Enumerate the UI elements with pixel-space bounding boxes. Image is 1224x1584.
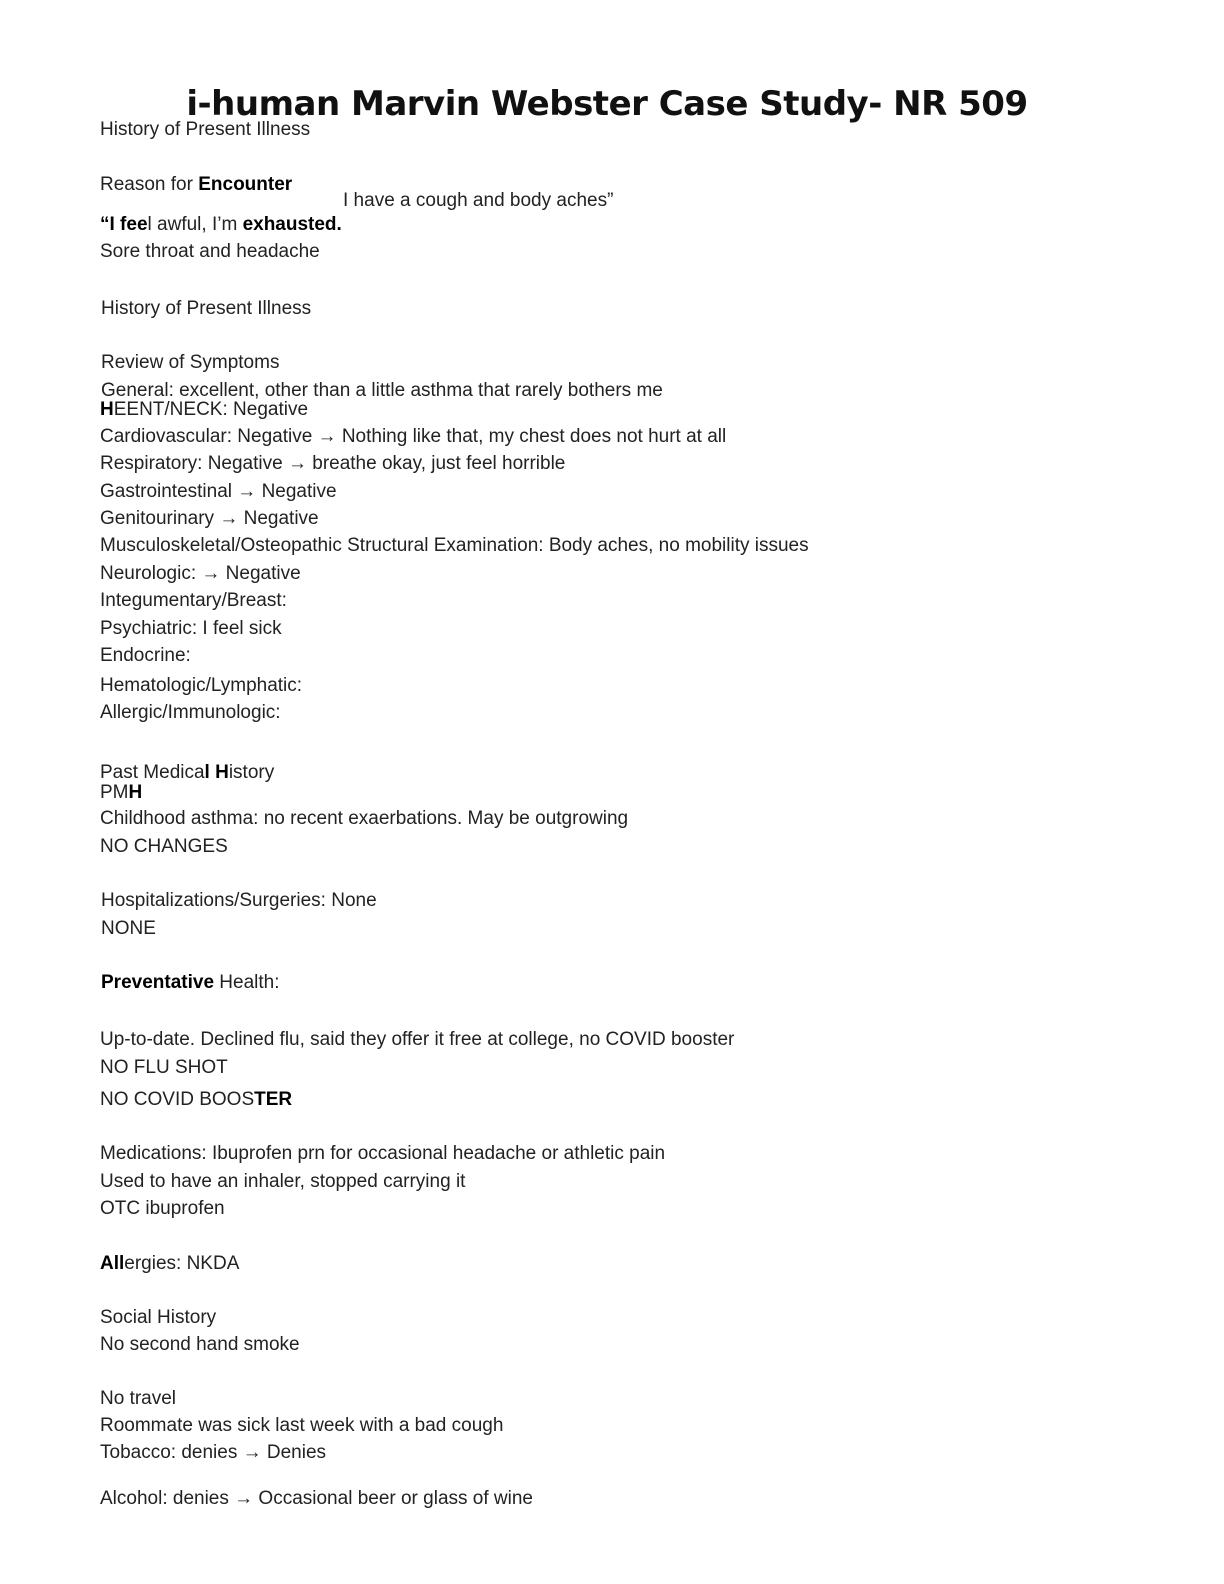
hospitalizations: Hospitalizations/Surgeries: None <box>101 890 377 911</box>
reason-quote <box>100 214 342 236</box>
chief-complaint: Sore throat and headache <box>100 241 320 262</box>
ros-heading: Review of Symptoms <box>101 352 280 373</box>
pmh-no-changes: NO CHANGES <box>100 836 228 857</box>
pmh-abbr-plain: PM <box>100 782 129 803</box>
hospitalizations-note: NONE <box>101 918 156 939</box>
social-heading: Social History <box>100 1307 217 1328</box>
ros-genitourinary: Genitourinary → Negative <box>100 508 319 529</box>
reason-label-prefix: Reason for <box>100 174 199 195</box>
no-covid-booster <box>100 1089 292 1111</box>
ros-psychiatric: Psychiatric: I feel sick <box>100 618 282 639</box>
allergies-rest: ergies: NKDA <box>124 1253 240 1274</box>
reason-label-bold: Encounter <box>198 174 293 195</box>
ros-general: General: excellent, other than a little asthma that rarely bothers me <box>101 380 663 401</box>
preventative-bold: Preventative <box>101 972 215 993</box>
ros-neurologic: Neurologic: → Negative <box>100 563 301 584</box>
pmh-heading-part-1: Past Medica <box>100 762 205 783</box>
pmh-heading-part-2: istory <box>228 762 275 783</box>
social-travel: No travel <box>100 1388 177 1409</box>
no-covid-bold: TER <box>254 1089 293 1110</box>
allergies <box>100 1253 239 1275</box>
ros-cardiovascular: Cardiovascular: Negative → Nothing like that, my chest does not hurt at all <box>100 426 727 447</box>
ros-hematologic: Hematologic/Lymphatic: <box>100 675 303 696</box>
heent-rest: EENT/NECK: Negative <box>113 399 309 420</box>
social-roommate: Roommate was sick last week with a bad cough <box>100 1415 504 1436</box>
ros-allergic: Allergic/Immunologic: <box>100 702 281 723</box>
ros-endocrine: Endocrine: <box>100 645 191 666</box>
ros-gastrointestinal: Gastrointestinal → Negative <box>100 481 337 502</box>
pmh-heading-bold: l H <box>204 762 229 783</box>
medications-otc: OTC ibuprofen <box>100 1198 225 1219</box>
ros-musculoskeletal: Musculoskeletal/Osteopathic Structural Examination: Body aches, no mobility issues <box>100 535 809 556</box>
ros-integumentary: Integumentary/Breast: <box>100 590 287 611</box>
pmh-abbr-bold: H <box>128 782 143 803</box>
reason-quote-continued: I have a cough and body aches” <box>343 190 614 211</box>
hpi-heading-2: History of Present Illness <box>101 298 312 319</box>
preventative-rest: Health: <box>214 972 280 993</box>
social-tobacco: Tobacco: denies → Denies <box>100 1442 327 1463</box>
quote-bold-2: exhausted. <box>242 214 342 235</box>
quote-bold-1: “I fee <box>100 214 148 235</box>
pmh-asthma: Childhood asthma: no recent exaerbations. May be outgrowing <box>100 808 629 829</box>
heent-bold: H <box>100 399 114 420</box>
document-title: i-human Marvin Webster Case Study- NR 509 <box>186 84 1028 124</box>
quote-plain-1: l awful, I’m <box>147 214 243 235</box>
hpi-heading-1: History of Present Illness <box>100 119 311 140</box>
ros-respiratory: Respiratory: Negative → breathe okay, just feel horrible <box>100 453 566 474</box>
allergies-bold: All <box>100 1253 125 1274</box>
pmh-heading <box>100 762 274 784</box>
no-covid-plain: NO COVID BOOS <box>100 1089 255 1110</box>
ros-heent <box>100 399 308 421</box>
medications: Medications: Ibuprofen prn for occasional headache or athletic pain <box>100 1143 666 1164</box>
preventative-heading <box>101 972 280 994</box>
preventative-status: Up-to-date. Declined flu, said they offer it free at college, no COVID booster <box>100 1029 735 1050</box>
pmh-abbreviation <box>100 782 142 804</box>
social-alcohol: Alcohol: denies → Occasional beer or glass of wine <box>100 1488 534 1509</box>
medications-inhaler: Used to have an inhaler, stopped carrying it <box>100 1171 466 1192</box>
reason-for-encounter-label <box>100 174 292 196</box>
social-smoke: No second hand smoke <box>100 1334 300 1355</box>
no-flu-shot: NO FLU SHOT <box>100 1057 228 1078</box>
